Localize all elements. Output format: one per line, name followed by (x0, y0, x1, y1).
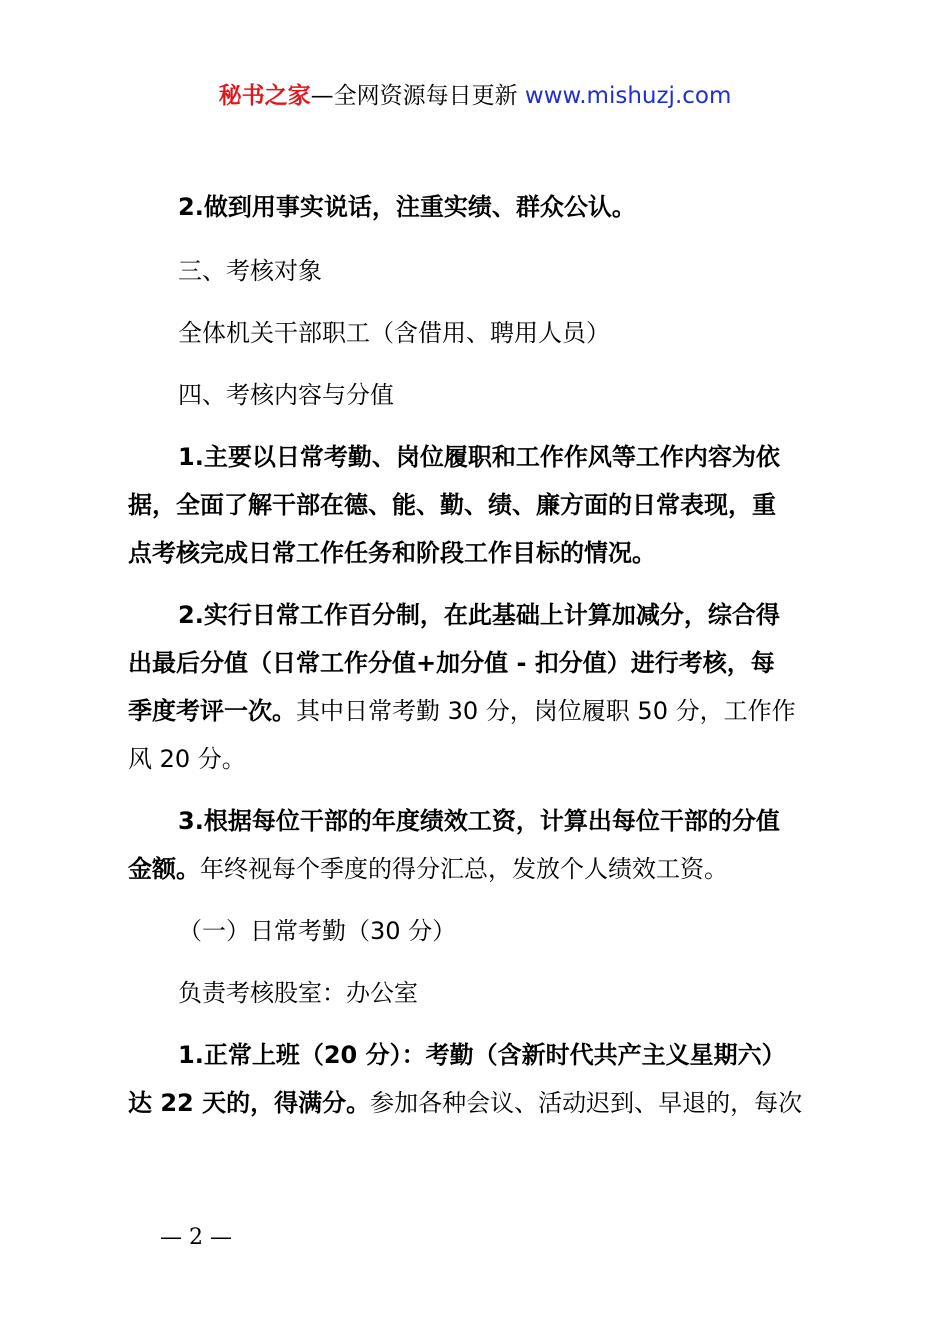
text-line: 2.实行日常工作百分制，在此基础上计算加减分，综合得 (178, 601, 780, 629)
text-line (128, 845, 833, 893)
text-line (128, 687, 833, 735)
text-line: 3.根据每位干部的年度绩效工资，计算出每位干部的分值 (178, 807, 780, 835)
text-line: 1.正常上班（20 分）：考勤（含新时代共产主义星期六） (178, 1041, 786, 1069)
paragraph-responsible-dept: 负责考核股室：办公室 (178, 979, 418, 1007)
text-normal-run: 参加各种会议、活动迟到、早退的，每次 (370, 1089, 803, 1117)
site-header (0, 78, 950, 114)
paragraph-content-1 (128, 433, 833, 577)
text-line: 风 20 分。 (128, 745, 246, 773)
subsection-heading-attendance: （一）日常考勤（30 分） (178, 917, 457, 945)
site-url-link[interactable]: www.mishuzj.com (524, 83, 732, 109)
paragraph-attendance-1 (128, 1031, 833, 1127)
text-line: 1.主要以日常考勤、岗位履职和工作作风等工作内容为依 (178, 443, 780, 471)
document-body (128, 183, 833, 1127)
text-bold-run: 金额。 (128, 855, 200, 883)
section-heading-3: 三、考核对象 (178, 257, 322, 285)
paragraph-content-3 (128, 797, 833, 893)
paragraph-content-2 (128, 591, 833, 783)
paragraph-target-staff: 全体机关干部职工（含借用、聘用人员） (178, 319, 610, 347)
text-bold-run: 达 22 天的，得满分。 (128, 1089, 371, 1117)
page-number: — 2 — (160, 1225, 232, 1250)
text-line: 点考核完成日常工作任务和阶段工作目标的情况。 (128, 539, 656, 567)
site-tagline: —全网资源每日更新 (310, 83, 525, 109)
paragraph-principle-2: 2.做到用事实说话，注重实绩、群众公认。 (178, 193, 636, 221)
text-normal-run: 其中日常考勤 30 分，岗位履职 50 分，工作作 (296, 697, 796, 725)
text-line: 出最后分值（日常工作分值+加分值 - 扣分值）进行考核，每 (128, 649, 775, 677)
text-line: 据，全面了解干部在德、能、勤、绩、廉方面的日常表现，重 (128, 491, 776, 519)
site-brand: 秘书之家 (218, 83, 311, 109)
text-line (128, 1079, 833, 1127)
section-heading-4: 四、考核内容与分值 (178, 381, 394, 409)
text-bold-run: 季度考评一次。 (128, 697, 296, 725)
text-normal-run: 年终视每个季度的得分汇总，发放个人绩效工资。 (200, 855, 728, 883)
